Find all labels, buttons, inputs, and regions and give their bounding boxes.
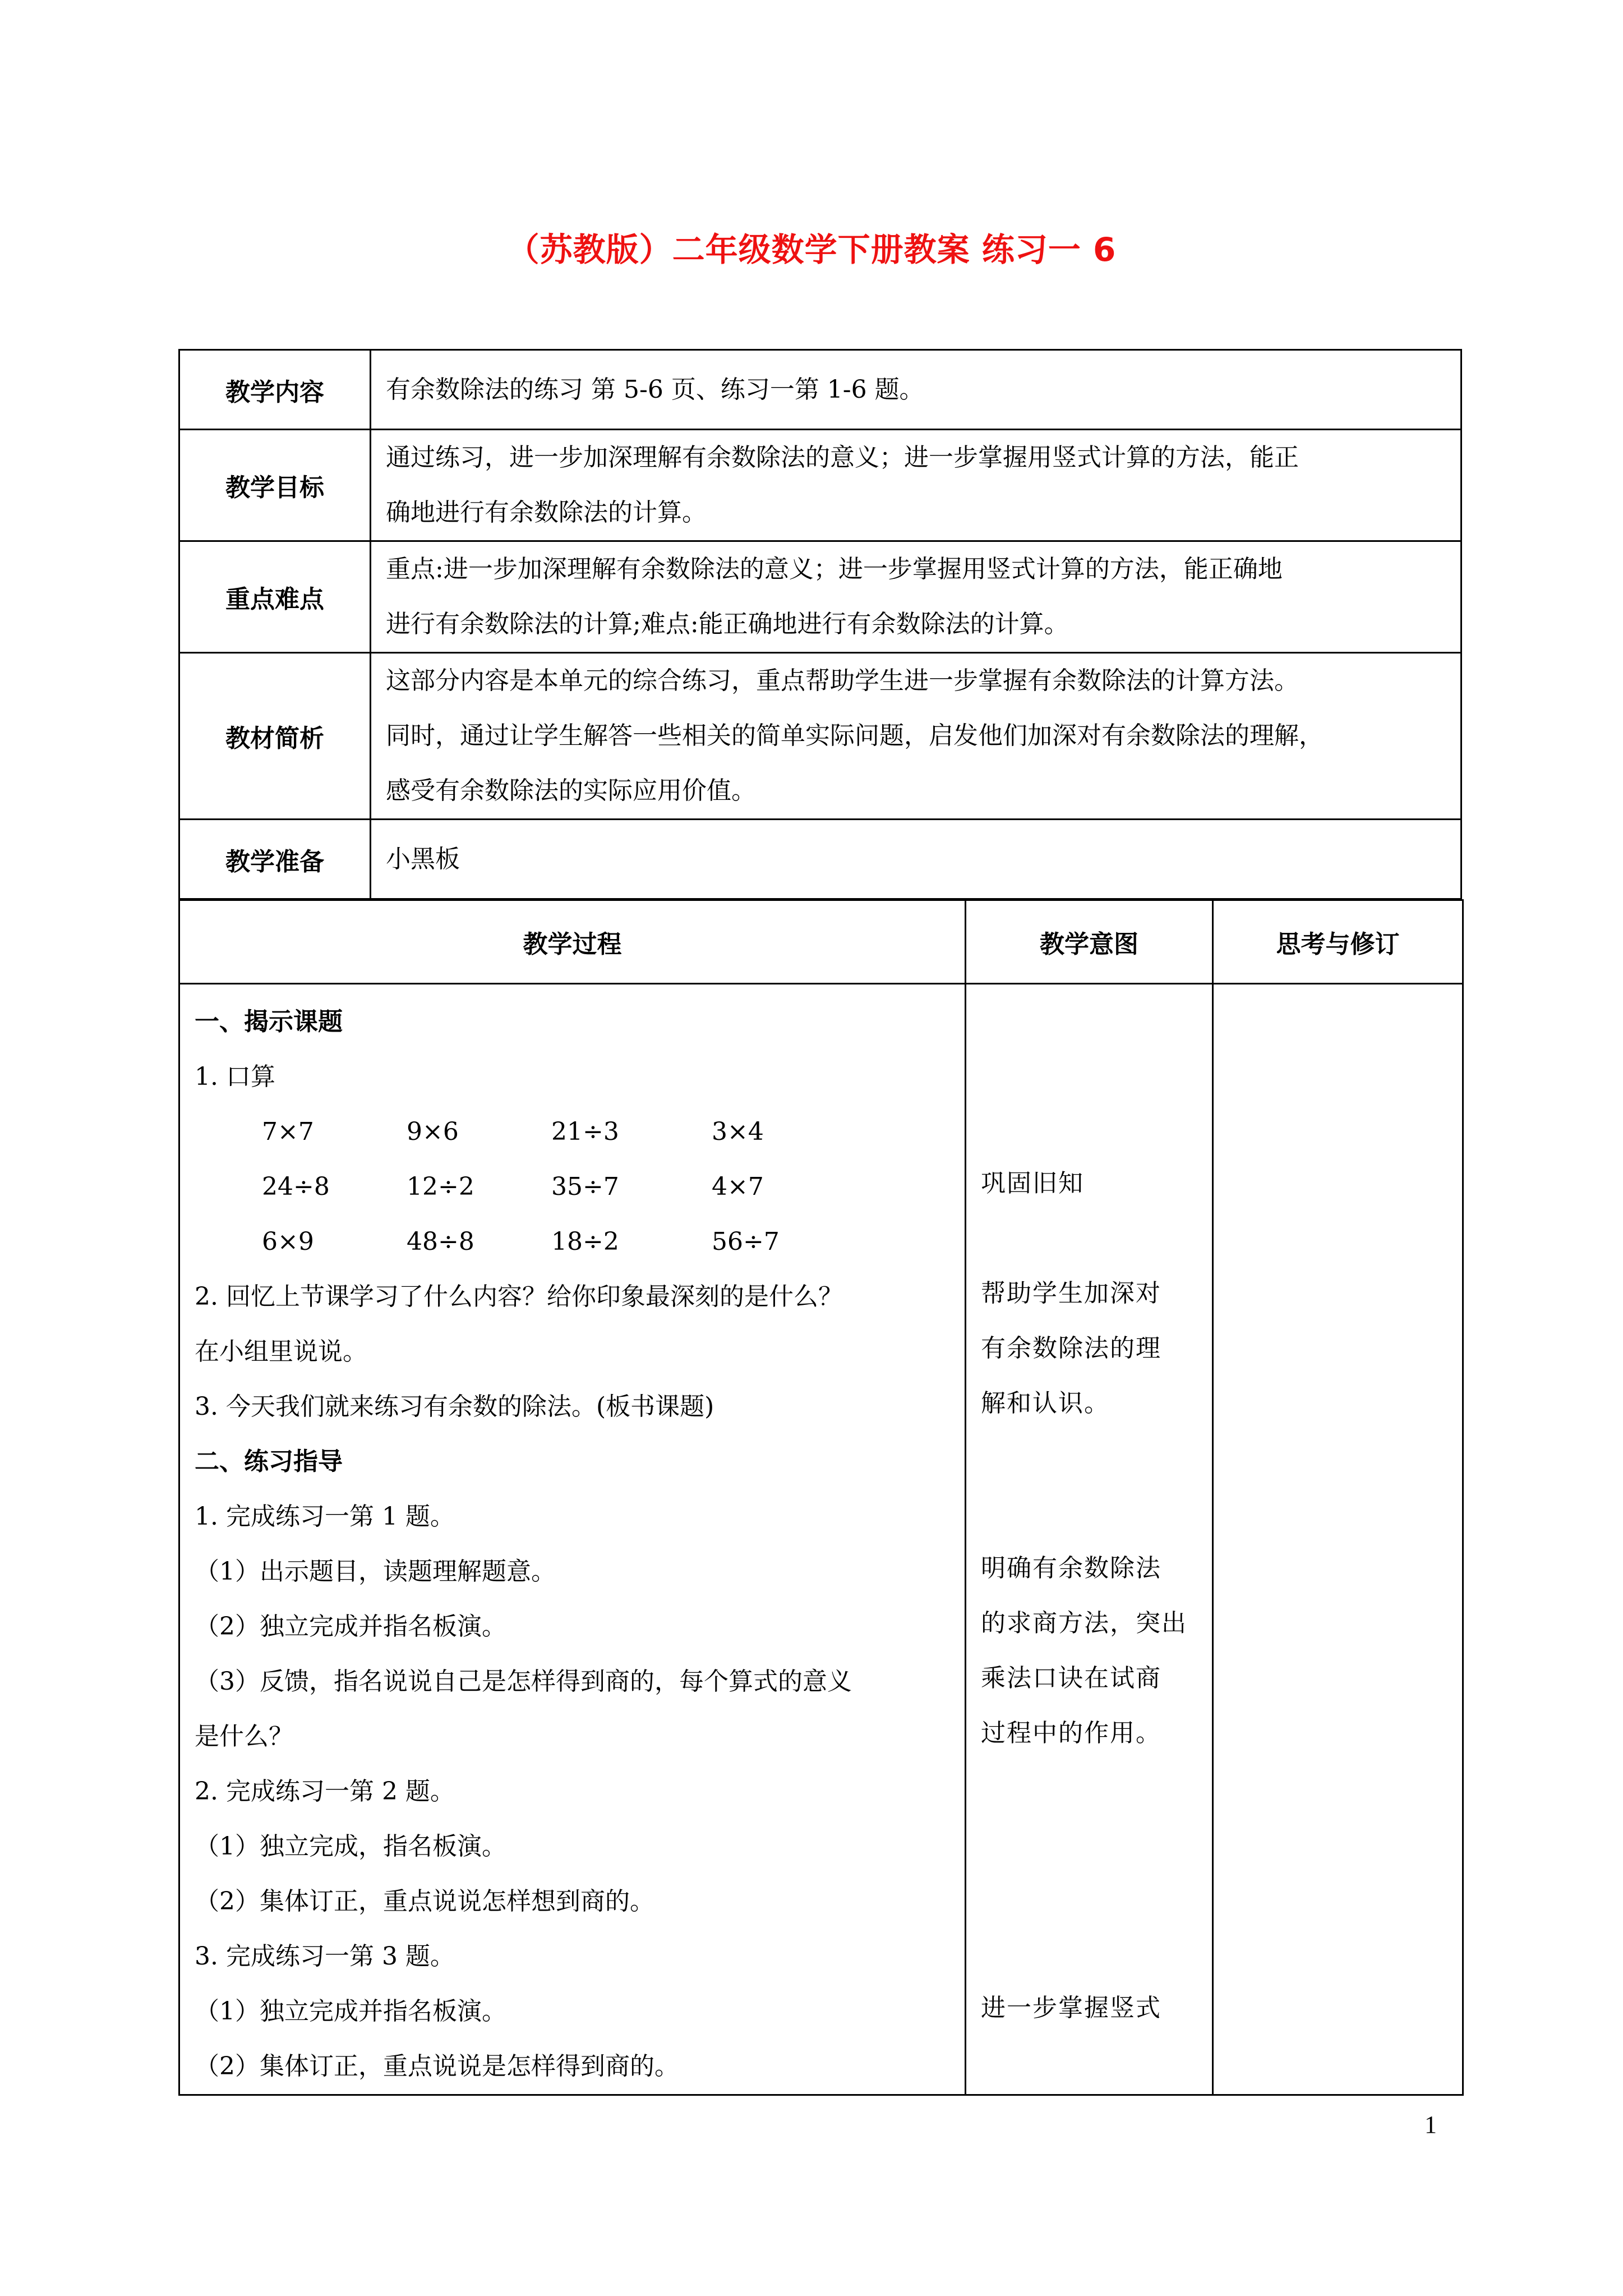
info-line: 重点:进一步加深理解有余数除法的意义；进一步掌握用竖式计算的方法，能正确地 xyxy=(386,555,1283,583)
calc-expression: 35÷7 xyxy=(551,1172,619,1201)
process-item: 1. 完成练习一第 1 题。 xyxy=(195,1502,455,1531)
intent-note xyxy=(981,1541,1204,1761)
info-row-objectives xyxy=(179,430,1461,541)
calc-expression: 18÷2 xyxy=(551,1227,619,1256)
calc-expression: 24÷8 xyxy=(262,1172,330,1201)
process-body-row xyxy=(179,984,1463,2095)
info-label: 教学准备 xyxy=(179,820,371,899)
info-line: 同时，通过让学生解答一些相关的简单实际问题，启发他们加深对有余数除法的理解， xyxy=(386,721,1324,750)
intent-note xyxy=(981,1266,1204,1431)
teaching-process-table xyxy=(178,899,1464,2096)
intent-line: 过程中的作用。 xyxy=(981,1719,1161,1747)
process-item: 2. 回忆上节课学习了什么内容？给你印象最深刻的是什么？ xyxy=(195,1282,843,1311)
lesson-info-table xyxy=(178,349,1462,900)
process-item: （1）独立完成并指名板演。 xyxy=(195,1997,506,2026)
intent-line: 巩固旧知 xyxy=(981,1169,1084,1198)
process-item: （1）出示题目，读题理解题意。 xyxy=(195,1557,556,1586)
calc-expression: 4×7 xyxy=(712,1172,764,1201)
info-line: 小黑板 xyxy=(386,844,460,873)
intent-note xyxy=(981,1156,1204,1211)
process-item: （3）反馈，指名说说自己是怎样得到商的，每个算式的意义 xyxy=(195,1667,852,1696)
calc-expression: 21÷3 xyxy=(551,1117,619,1146)
info-row-key-points xyxy=(179,541,1461,653)
intent-note xyxy=(981,1981,1204,2036)
section-heading: 二、练习指导 xyxy=(195,1447,343,1476)
process-item: 3. 完成练习一第 3 题。 xyxy=(195,1942,455,1971)
info-line: 感受有余数除法的实际应用价值。 xyxy=(386,776,756,805)
section-heading: 一、揭示课题 xyxy=(195,1007,343,1036)
info-value xyxy=(371,541,1461,653)
process-item: （2）集体订正，重点说说怎样想到商的。 xyxy=(195,1887,654,1916)
intent-line: 乘法口诀在试商 xyxy=(981,1664,1161,1692)
page-number: 1 xyxy=(1424,2111,1437,2138)
calc-row xyxy=(195,1159,952,1214)
calc-row xyxy=(195,1214,952,1269)
process-item: 1. 口算 xyxy=(195,1062,275,1091)
info-label: 重点难点 xyxy=(179,541,371,653)
process-cell xyxy=(179,984,966,2095)
info-label: 教学目标 xyxy=(179,430,371,541)
intent-cell xyxy=(966,984,1213,2095)
intent-line: 解和认识。 xyxy=(981,1389,1110,1418)
info-row-content xyxy=(179,350,1461,430)
info-value xyxy=(371,430,1461,541)
reflection-cell xyxy=(1213,984,1463,2095)
info-line: 确地进行有余数除法的计算。 xyxy=(386,498,707,527)
process-header-row xyxy=(179,900,1463,984)
intent-line: 有余数除法的理 xyxy=(981,1334,1161,1363)
header-reflection: 思考与修订 xyxy=(1213,900,1463,984)
info-row-preparation xyxy=(179,820,1461,899)
intent-line: 帮助学生加深对 xyxy=(981,1279,1161,1308)
calc-expression: 9×6 xyxy=(407,1117,459,1146)
info-line: 这部分内容是本单元的综合练习，重点帮助学生进一步掌握有余数除法的计算方法。 xyxy=(386,666,1299,695)
info-value xyxy=(371,653,1461,820)
process-item: 在小组里说说。 xyxy=(195,1337,367,1366)
process-item: （2）独立完成并指名板演。 xyxy=(195,1612,506,1641)
document-title: （苏教版）二年级数学下册教案 练习一 6 xyxy=(506,231,1117,269)
calc-expression: 48÷8 xyxy=(407,1227,474,1256)
header-intent: 教学意图 xyxy=(966,900,1213,984)
info-value xyxy=(371,350,1461,430)
info-label: 教学内容 xyxy=(179,350,371,430)
process-item: 3. 今天我们就来练习有余数的除法。(板书课题) xyxy=(195,1392,714,1421)
process-item: 是什么？ xyxy=(195,1722,293,1751)
info-label: 教材简析 xyxy=(179,653,371,820)
info-line: 通过练习，进一步加深理解有余数除法的意义；进一步掌握用竖式计算的方法，能正 xyxy=(386,443,1299,472)
intent-line: 进一步掌握竖式 xyxy=(981,1994,1161,2022)
process-item: 2. 完成练习一第 2 题。 xyxy=(195,1777,455,1806)
info-value xyxy=(371,820,1461,899)
info-line: 进行有余数除法的计算;难点:能正确地进行有余数除法的计算。 xyxy=(386,610,1069,638)
intent-line: 的求商方法，突出 xyxy=(981,1609,1187,1637)
process-item: （1）独立完成，指名板演。 xyxy=(195,1832,506,1861)
calc-expression: 6×9 xyxy=(262,1227,314,1256)
info-line: 有余数除法的练习 第 5-6 页、练习一第 1-6 题。 xyxy=(386,375,924,404)
intent-line: 明确有余数除法 xyxy=(981,1554,1161,1582)
calc-expression: 7×7 xyxy=(262,1117,314,1146)
calc-expression: 12÷2 xyxy=(407,1172,474,1201)
calc-expression: 3×4 xyxy=(712,1117,764,1146)
calc-row xyxy=(195,1105,952,1159)
process-item: （2）集体订正，重点说说是怎样得到商的。 xyxy=(195,2052,679,2081)
info-row-analysis xyxy=(179,653,1461,820)
header-process: 教学过程 xyxy=(179,900,966,984)
calc-expression: 56÷7 xyxy=(712,1227,780,1256)
